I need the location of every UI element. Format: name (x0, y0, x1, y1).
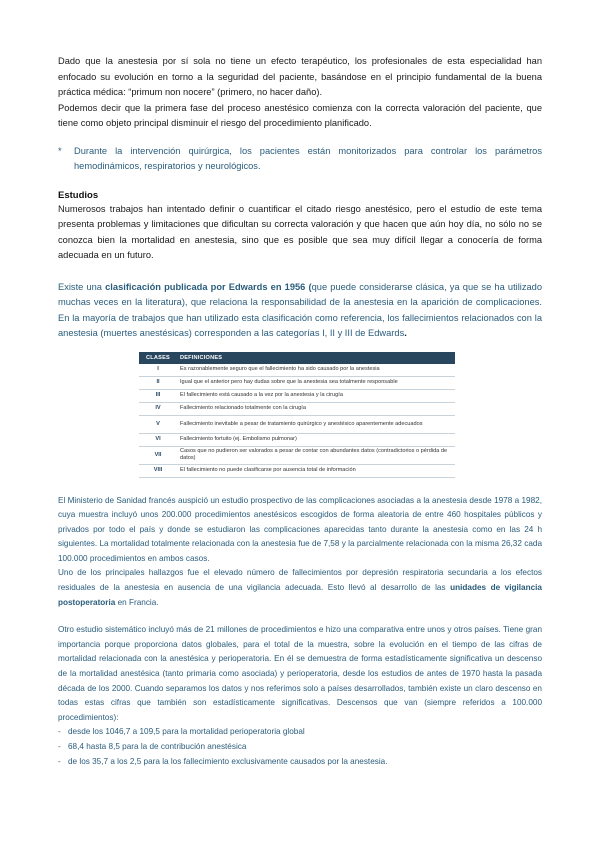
list-item (58, 755, 542, 770)
monitoring-note-text: Durante la intervención quirúrgica, los pacientes están monitorizados para controlar los parámetros hemodinámicos, respiratorios y neurológicos. (74, 145, 542, 171)
document-page (58, 54, 542, 769)
list-item (58, 725, 542, 740)
table-cell-definition: El fallecimiento no puede clasificarse por ausencia total de información (177, 464, 455, 477)
table-row (139, 389, 455, 402)
table-row (139, 446, 455, 464)
table-row (139, 464, 455, 477)
table-cell-class: VI (139, 433, 177, 446)
table-cell-definition: Casos que no pudieron ser valorados a pesar de contar con abundantes datos (contradictorios o pérdida de datos) (177, 446, 455, 464)
list-item-text: 68,4 hasta 8,5 para la de contribución anestésica (68, 742, 247, 751)
systematic-study-paragraph: Otro estudio sistemático incluyó más de 21 millones de procedimientos e hizo una comparativa entre unos y otros países. Tiene gran importancia porque proporciona datos globales, para el total de la muestra, sobre la evolución en el tiempo de las cifras de mortalidad relacionada con la anestésica y perioperatoria. En él se demuestra de forma estadísticamente significativa un descenso de la mortalidad anestésica (tanto primaria como asociada) y perioperatoria, desde los estudios de antes de 1970 hasta la pasada década de los 2000. Cuando separamos los datos y nos referimos solo a países desarrollados, también existe un claro descenso en todas estas cifras que también son estadísticamente significativas. Descensos que van (siempre referidos a 100.000 procedimientos): (58, 625, 542, 722)
table-cell-class: II (139, 376, 177, 389)
list-item-text: desde los 1046,7 a 109,5 para la mortalidad perioperatoria global (68, 727, 305, 737)
bullet-mark: * (58, 145, 62, 156)
intro-paragraph-2: Podemos decir que la primera fase del proceso anestésico comienza con la correcta valoración del paciente, que tiene como objeto principal disminuir el riesgo del procedimiento planificado. (58, 102, 542, 128)
france-highlight: unidades de vigilancia postoperatoria (58, 583, 542, 607)
table-cell-class: III (139, 389, 177, 402)
dash-mark: - (58, 727, 61, 737)
list-item-text: de los 35,7 a los 2,5 para la los fallecimiento exclusivamente causados por la anestesia. (68, 756, 388, 766)
france-text-1: Uno de los principales hallazgos fue el elevado número de fallecimientos por depresión respiratoria secundaria a los efectos residuales de la anestesia en ausencia de una vigilancia adecuada. Esto llevó al desarrollo de las (58, 568, 542, 593)
table-cell-definition: Es razonablemente seguro que el fallecimiento ha sido causado por la anestesia (177, 364, 455, 377)
edwards-paragraph (58, 280, 542, 342)
section-heading-estudios: Estudios (58, 189, 99, 201)
table-cell-definition: Igual que el anterior pero hay dudas sobre que la anestesia sea totalmente responsable (177, 376, 455, 389)
edwards-text-2: que puede considerarse clásica, ya que se ha utilizado muchas veces en la literatura), que relaciona la responsabilidad de la anestesia en la aparición de complicaciones. En la mayoría de trabajos que han utilizado esta clasificación como referencia, los fallecimientos relacionados con la anestesia (muertes anestésicas) corresponden a las categorías I, II y III de Edwards (58, 281, 543, 338)
france-study-paragraph-1: El Ministerio de Sanidad francés auspició un estudio prospectivo de las complicaciones asociadas a la anestesia desde 1978 a 1982, cuya muestra incluyó unos 200.000 procedimientos anestésicos escogidos de forma aleatoria de entre 460 hospitales públicos y privados por todo el país y donde se estudiaron las complicaciones aparecidas tanto durante la anestesia como en las 24 h siguientes. La mortalidad totalmente relacionada con la anestesia fue de 7,58 y la parcialmente relacionada con la misma 26,32 cada 100.000 procedimientos en ambos casos. (58, 495, 542, 563)
edwards-period: . (404, 328, 407, 338)
table-row (139, 402, 455, 415)
table-row (139, 433, 455, 446)
mortality-decline-list (58, 725, 542, 769)
dash-mark: - (58, 756, 61, 766)
france-study-paragraph-2 (58, 566, 542, 610)
edwards-paren: ( (305, 281, 312, 292)
dash-mark: - (58, 742, 61, 751)
table-cell-class: IV (139, 402, 177, 415)
table-cell-definition: El fallecimiento está causado a la vez por la anestesia y la cirugía (177, 389, 455, 402)
france-text-2: en Francia. (115, 597, 159, 607)
intro-paragraph-1: Dado que la anestesia por sí sola no tiene un efecto terapéutico, los profesionales de esta especialidad han enfocado su evolución en torno a la seguridad del paciente, basándose en el principio fundamental de la buena práctica médica: “primum non nocere” (primero, no hacer daño). (58, 56, 542, 97)
table-row (139, 364, 455, 377)
edwards-classification-table (139, 352, 455, 478)
table-cell-definition: Fallecimiento fortuito (ej. Embolismo pulmonar) (177, 433, 455, 446)
estudios-paragraph: Numerosos trabajos han intentado definir o cuantificar el citado riesgo anestésico, pero el estudio de este tema presenta problemas y limitaciones que dificultan su correcta valoración y que hacen que aún hoy día, no sólo no se conozca bien la mortalidad en anestesia, sino que es posible que sea muy difícil llegar a conocería de forma adecuada en un futuro. (58, 203, 542, 260)
table-header-definiciones: DEFINICIONES (177, 352, 455, 364)
table-cell-class: V (139, 415, 177, 433)
edwards-highlight: clasificación publicada por Edwards en 1956 (105, 281, 306, 292)
table-header-row (139, 352, 455, 364)
edwards-text-1: Existe una (58, 281, 106, 292)
table-cell-class: VII (139, 446, 177, 464)
monitoring-note (58, 144, 542, 175)
table-row (139, 376, 455, 389)
table-cell-definition: Fallecimiento relacionado totalmente con la cirugía (177, 402, 455, 415)
list-item (58, 740, 542, 755)
table-cell-class: VIII (139, 464, 177, 477)
table-row (139, 415, 455, 433)
table-header-clases: CLASES (139, 352, 177, 364)
table-cell-class: I (139, 364, 177, 377)
table-cell-definition: Fallecimiento inevitable a pesar de tratamiento quirúrgico y anestésico aparentemente adecuados (177, 415, 455, 433)
